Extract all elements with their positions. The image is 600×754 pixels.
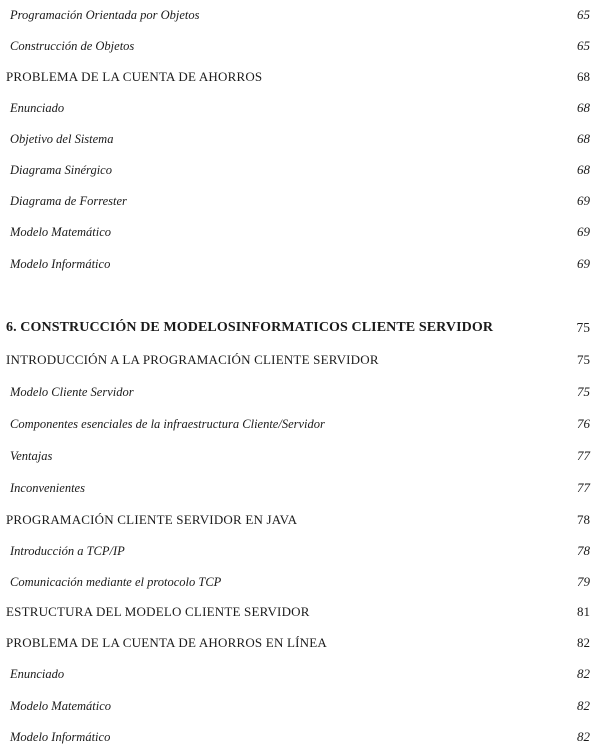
toc-entry-title: 6. CONSTRUCCIÓN DE MODELOSINFORMATICOS CLIENTE SERVIDOR <box>6 320 494 335</box>
toc-entry-page: 68 <box>577 69 590 84</box>
toc-entry-page: 78 <box>577 543 590 558</box>
toc-entry-page: 75 <box>577 384 590 399</box>
toc-subsection <box>0 727 600 747</box>
toc-entry-page: 79 <box>577 574 590 589</box>
toc-entry-title: Modelo Informático <box>10 730 111 744</box>
toc-subsection <box>0 191 600 211</box>
toc-entry-title: Introducción a TCP/IP <box>10 544 125 558</box>
toc-entry-title: Ventajas <box>10 449 53 463</box>
toc-section <box>0 633 600 653</box>
toc-subsection <box>0 382 600 402</box>
toc-section <box>0 67 600 87</box>
toc-entry-page: 68 <box>577 100 590 115</box>
toc-entry-page: 76 <box>577 416 590 431</box>
toc-entry-title: Inconvenientes <box>10 481 85 495</box>
toc-entry-page: 82 <box>577 729 590 744</box>
toc-subsection <box>0 36 600 56</box>
toc-entry-page: 69 <box>577 256 590 271</box>
toc-entry-page: 82 <box>577 666 590 681</box>
toc-subsection <box>0 254 600 274</box>
toc-entry-page: 77 <box>577 448 590 463</box>
toc-entry-page: 82 <box>577 635 590 650</box>
toc-entry-title: Diagrama Sinérgico <box>10 163 112 177</box>
toc-subsection <box>0 541 600 561</box>
toc-entry-page: 69 <box>577 224 590 239</box>
toc-entry-title: Modelo Matemático <box>10 699 112 713</box>
toc-entry-title: Enunciado <box>10 667 65 681</box>
toc-subsection <box>0 129 600 149</box>
toc-entry-title: ESTRUCTURA DEL MODELO CLIENTE SERVIDOR <box>6 604 310 619</box>
toc-entry-title: Componentes esenciales de la infraestructura Cliente/Servidor <box>10 417 325 431</box>
toc-entry-title: Programación Orientada por Objetos <box>10 8 200 22</box>
toc-entry-page: 69 <box>577 193 590 208</box>
toc-entry-page: 78 <box>577 512 590 527</box>
toc-subsection <box>0 446 600 466</box>
toc-entry-page: 68 <box>577 162 590 177</box>
toc-entry-title: PROBLEMA DE LA CUENTA DE AHORROS EN LÍNEA <box>6 635 327 650</box>
toc-subsection <box>0 664 600 684</box>
toc-subsection <box>0 572 600 592</box>
toc-entry-page: 75 <box>577 352 590 367</box>
toc-entry-title: Comunicación mediante el protocolo TCP <box>10 575 222 589</box>
toc-entry-title: PROGRAMACIÓN CLIENTE SERVIDOR EN JAVA <box>6 512 298 527</box>
toc-entry-title: PROBLEMA DE LA CUENTA DE AHORROS <box>6 69 263 84</box>
toc-subsection <box>0 696 600 716</box>
toc-chapter <box>0 318 600 338</box>
toc-section <box>0 602 600 622</box>
toc-entry-page: 65 <box>577 7 590 22</box>
toc-entry-page: 82 <box>577 698 590 713</box>
toc-entry-title: Construcción de Objetos <box>10 39 135 53</box>
toc-entry-page: 65 <box>577 38 590 53</box>
toc-section <box>0 350 600 370</box>
toc-entry-title: INTRODUCCIÓN A LA PROGRAMACIÓN CLIENTE SERVIDOR <box>6 352 379 367</box>
toc-section <box>0 510 600 530</box>
toc-subsection <box>0 160 600 180</box>
toc-subsection <box>0 222 600 242</box>
toc-subsection <box>0 478 600 498</box>
toc-entry-page: 68 <box>577 131 590 146</box>
toc-entry-page: 81 <box>577 604 590 619</box>
toc-entry-title: Objetivo del Sistema <box>10 132 114 146</box>
toc-entry-title: Enunciado <box>10 101 65 115</box>
toc-entry-title: Modelo Informático <box>10 257 111 271</box>
toc-subsection <box>0 414 600 434</box>
toc-entry-title: Modelo Cliente Servidor <box>10 385 134 399</box>
toc-entry-title: Diagrama de Forrester <box>10 194 127 208</box>
toc-subsection <box>0 98 600 118</box>
toc-entry-title: Modelo Matemático <box>10 225 112 239</box>
toc-subsection <box>0 5 600 25</box>
toc-entry-page: 75 <box>576 320 590 335</box>
toc-entry-page: 77 <box>577 480 590 495</box>
